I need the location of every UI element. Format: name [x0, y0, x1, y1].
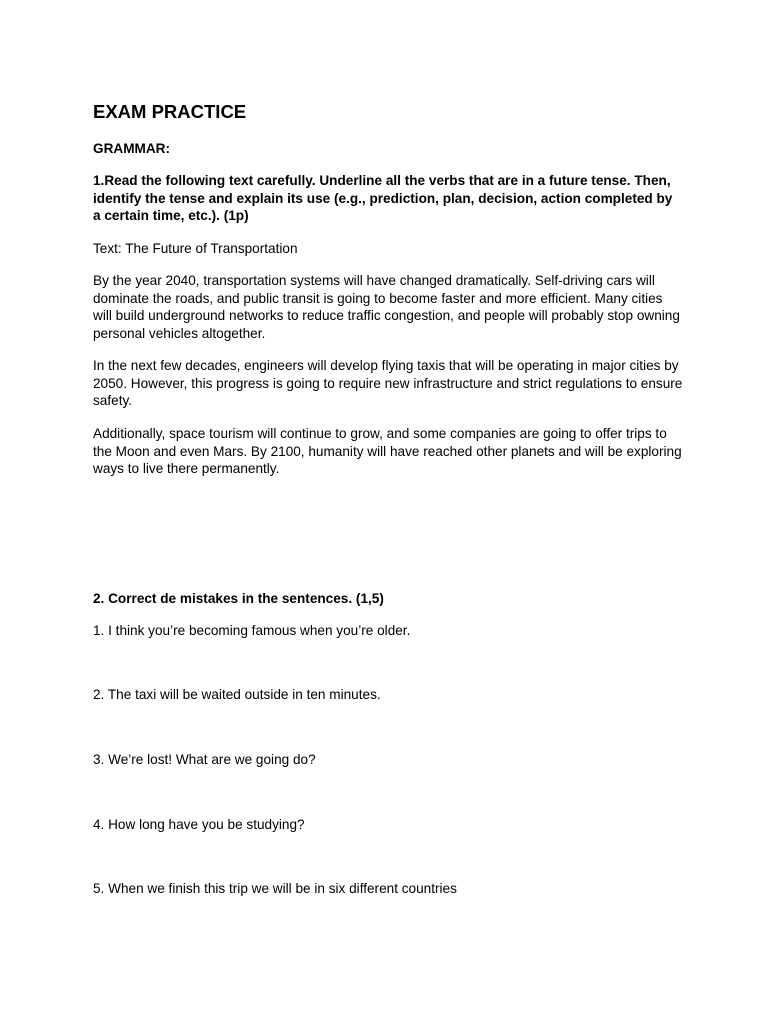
exercise-1-instruction: 1.Read the following text carefully. Underline all the verbs that are in a future tense. Then, identify the tense and explain its use (e.g., prediction, plan, decision, action completed by a certain time, etc.). (1p) [93, 173, 673, 224]
reading-paragraph-2: In the next few decades, engineers will develop flying taxis that will be operating in major cities by 2050. However, this progress is going to require new infrastructure and strict regulations to ensure safety. [93, 358, 683, 409]
sentence-item-1: 1. I think you’re becoming famous when you’re older. [93, 623, 411, 638]
section-label-grammar: GRAMMAR: [93, 141, 171, 156]
sentence-item-5: 5. When we finish this trip we will be in six different countries [93, 881, 457, 896]
reading-text-title: Text: The Future of Transportation [93, 241, 298, 256]
sentence-item-3: 3. We’re lost! What are we going do? [93, 752, 316, 767]
exercise-2-instruction: 2. Correct de mistakes in the sentences. (1,5) [93, 591, 384, 606]
page-title: EXAM PRACTICE [93, 101, 247, 122]
sentence-item-2: 2. The taxi will be waited outside in ten minutes. [93, 687, 381, 702]
sentence-item-4: 4. How long have you be studying? [93, 817, 305, 832]
reading-paragraph-3: Additionally, space tourism will continue to grow, and some companies are going to offer trips to the Moon and even Mars. By 2100, humanity will have reached other planets and will be exploring ways to live there permanently. [93, 426, 682, 477]
reading-paragraph-1: By the year 2040, transportation systems will have changed dramatically. Self-driving cars will dominate the roads, and public transit is going to become faster and more efficient. Many cities will build underground networks to reduce traffic congestion, and people will probably stop owning personal vehicles altogether. [93, 273, 680, 341]
